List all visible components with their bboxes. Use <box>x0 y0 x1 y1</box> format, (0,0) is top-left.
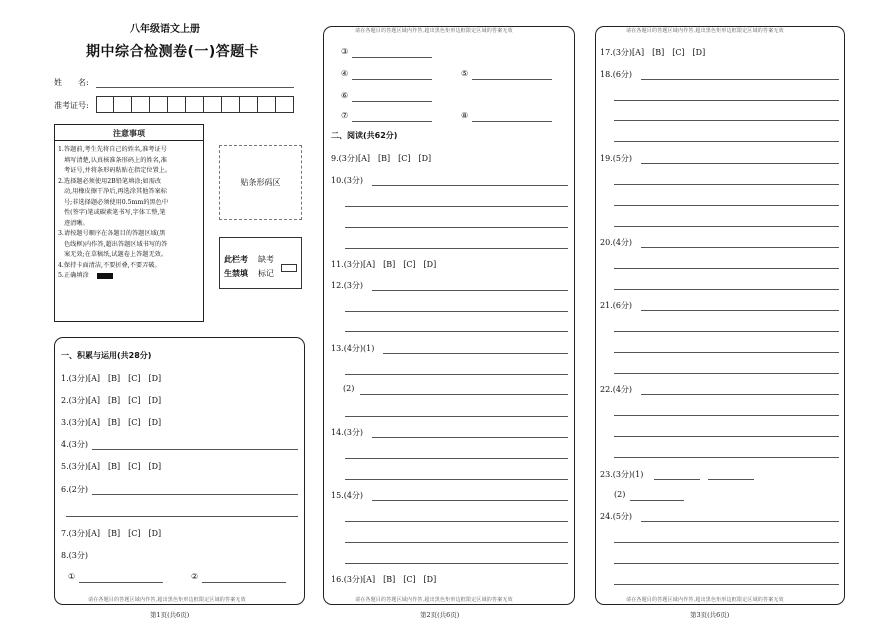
page-number-1: 第1页(共6页) <box>150 611 190 619</box>
absent-box <box>219 237 302 289</box>
answer-line[interactable] <box>79 582 163 583</box>
section-title-2: 二、阅读(共62分) <box>331 131 398 140</box>
answer-line[interactable] <box>345 458 568 459</box>
answer-line[interactable] <box>345 248 568 249</box>
answer-line[interactable] <box>472 79 552 80</box>
answer-line[interactable] <box>641 394 839 395</box>
answer-line[interactable] <box>614 100 839 101</box>
page-number-3: 第3页(共6页) <box>690 611 730 619</box>
answer-line[interactable] <box>654 479 700 480</box>
notice-line: 案无效;在草稿纸,试题卷上答题无效。 <box>64 251 168 258</box>
answer-line[interactable] <box>92 494 298 495</box>
notice-box <box>54 124 204 322</box>
page-title: 期中综合检测卷(一)答题卡 <box>86 44 260 60</box>
question-8-blank-1-label: ① <box>68 572 76 581</box>
answer-panel-2 <box>323 26 575 605</box>
subject-label: 八年级语文上册 <box>130 24 200 35</box>
question-1-options[interactable]: 1.(3分)[A] [B] [C] [D] <box>61 374 162 383</box>
question-2-options[interactable]: 2.(3分)[A] [B] [C] [D] <box>61 396 162 405</box>
question-5-options[interactable]: 5.(3分)[A] [B] [C] [D] <box>61 462 162 471</box>
answer-line[interactable] <box>614 415 839 416</box>
answer-line[interactable] <box>352 57 432 58</box>
answer-line[interactable] <box>345 416 568 417</box>
notice-line <box>58 271 204 282</box>
answer-line[interactable] <box>472 121 552 122</box>
answer-line[interactable] <box>614 120 839 121</box>
question-6-label: 6.(2分) <box>61 485 88 494</box>
absent-mark-label-1: 缺考 <box>258 255 274 264</box>
question-20-label: 20.(4分) <box>600 238 633 247</box>
blank-8-label: ⑧ <box>461 111 469 120</box>
blank-5-label: ⑤ <box>461 69 469 78</box>
notice-line: 填写清楚,认真核准条形码上的姓名,准 <box>64 156 167 164</box>
answer-line[interactable] <box>352 101 432 102</box>
answer-line[interactable] <box>641 79 839 80</box>
answer-line[interactable] <box>614 141 839 142</box>
absent-mark-box[interactable] <box>281 264 297 272</box>
name-field[interactable] <box>96 87 294 88</box>
answer-line[interactable] <box>614 184 839 185</box>
question-9-options[interactable]: 9.(3分)[A] [B] [C] [D] <box>331 154 432 163</box>
question-21-label: 21.(6分) <box>600 301 633 310</box>
question-24-label: 24.(5分) <box>600 512 633 521</box>
answer-line[interactable] <box>614 373 839 374</box>
answer-panel-3 <box>595 26 845 605</box>
notice-line: 3.请按题号顺序在各题目的答题区域(黑 <box>58 230 166 237</box>
answer-line[interactable] <box>614 542 839 543</box>
answer-line[interactable] <box>345 479 568 480</box>
answer-line[interactable] <box>614 331 839 332</box>
question-23-label: 23.(3分)(1) <box>600 470 644 479</box>
notice-line: 4.保持卡面清洁,不要折叠,不要弄破。 <box>58 261 161 269</box>
question-11-options[interactable]: 11.(3分)[A] [B] [C] [D] <box>331 260 437 269</box>
notice-line: 色线框)内作答,超出答题区域书写的答 <box>64 240 168 248</box>
question-22-label: 22.(4分) <box>600 385 633 394</box>
answer-line[interactable] <box>345 227 568 228</box>
answer-line[interactable] <box>614 226 839 227</box>
answer-line[interactable] <box>345 311 568 312</box>
question-8-label: 8.(3分) <box>61 551 88 560</box>
answer-line[interactable] <box>630 500 684 501</box>
answer-line[interactable] <box>641 163 839 164</box>
notice-title: 注意事项 <box>113 129 145 138</box>
question-12-label: 12.(3分) <box>331 281 364 290</box>
answer-line[interactable] <box>372 437 568 438</box>
answer-line[interactable] <box>345 374 568 375</box>
answer-line[interactable] <box>66 516 298 517</box>
question-10-label: 10.(3分) <box>331 176 364 185</box>
notice-line: 动,用橡皮擦干净后,再选涂其他答案标 <box>64 188 167 195</box>
answer-line[interactable] <box>614 352 839 353</box>
question-23-part-2-label: (2) <box>614 490 626 499</box>
answer-line[interactable] <box>345 206 568 207</box>
answer-line[interactable] <box>614 563 839 564</box>
question-4-label: 4.(3分) <box>61 440 88 449</box>
blank-7-label: ⑦ <box>341 111 349 120</box>
blank-4-label: ④ <box>341 69 349 78</box>
answer-line[interactable] <box>372 290 568 291</box>
question-13-part-2-label: (2) <box>343 384 355 393</box>
page-number-2: 第2页(共6页) <box>420 611 460 619</box>
answer-line[interactable] <box>345 331 568 332</box>
answer-line[interactable] <box>360 394 568 395</box>
notice-line: 2.选择题必须使用2B铅笔填涂;如需改 <box>58 177 162 185</box>
blank-6-label: ⑥ <box>341 91 349 100</box>
notice-line: 迹清晰。 <box>64 219 89 227</box>
notice-line: 考证号,并将条形码粘贴在指定位置上。 <box>64 167 172 174</box>
answer-line[interactable] <box>641 247 839 248</box>
section-title-1: 一、积累与运用(共28分) <box>61 351 152 360</box>
answer-line[interactable] <box>352 121 432 122</box>
boundary-note-top: 请在各题目的答题区域内作答,超出黑色矩形边框限定区域的答案无效 <box>626 28 784 34</box>
answer-line[interactable] <box>614 436 839 437</box>
question-16-options[interactable]: 16.(3分)[A] [B] [C] [D] <box>331 575 437 584</box>
notice-line-text: 5.正确填涂 <box>58 272 89 279</box>
filled-sample-mark <box>97 273 113 279</box>
absent-restricted-1: 此栏考 <box>224 255 248 264</box>
barcode-label: 贴条形码区 <box>240 178 281 187</box>
answer-line[interactable] <box>641 310 839 311</box>
absent-restricted-2: 生禁填 <box>224 269 248 278</box>
answer-line[interactable] <box>614 457 839 458</box>
question-19-label: 19.(5分) <box>600 154 633 163</box>
answer-line[interactable] <box>345 563 568 564</box>
answer-line[interactable] <box>614 584 839 585</box>
answer-line[interactable] <box>202 582 286 583</box>
boundary-note-bottom: 请在各题目的答题区域内作答,超出黑色矩形边框限定区域的答案无效 <box>626 597 784 603</box>
name-label: 姓 名: <box>54 78 89 87</box>
boundary-note-top: 请在各题目的答题区域内作答,超出黑色矩形边框限定区域的答案无效 <box>355 28 513 34</box>
answer-line[interactable] <box>372 185 568 186</box>
answer-line[interactable] <box>92 449 298 450</box>
answer-line[interactable] <box>372 500 568 501</box>
answer-line[interactable] <box>345 521 568 522</box>
absent-mark-label-2: 标记 <box>258 269 274 278</box>
notice-line: 性(签字)笔或碳素笔书写,字体工整,笔 <box>64 209 166 216</box>
exam-id-boxes[interactable] <box>96 96 294 113</box>
barcode-area <box>219 145 302 220</box>
answer-line[interactable] <box>708 479 754 480</box>
question-17-options[interactable]: 17.(3分)[A] [B] [C] [D] <box>600 48 706 57</box>
question-8-blank-2-label: ② <box>191 572 199 581</box>
answer-line[interactable] <box>352 79 432 80</box>
answer-line[interactable] <box>614 268 839 269</box>
question-14-label: 14.(3分) <box>331 428 364 437</box>
answer-line[interactable] <box>383 353 568 354</box>
question-13-label: 13.(4分)(1) <box>331 344 375 353</box>
notice-line: 号;非选择题必须使用0.5mm的黑色中 <box>64 198 169 206</box>
answer-line[interactable] <box>614 289 839 290</box>
question-18-label: 18.(6分) <box>600 70 633 79</box>
question-7-options[interactable]: 7.(3分)[A] [B] [C] [D] <box>61 529 162 538</box>
answer-line[interactable] <box>345 542 568 543</box>
answer-line[interactable] <box>641 521 839 522</box>
notice-list <box>58 145 204 282</box>
blank-3-label: ③ <box>341 47 349 56</box>
notice-line: 1.答题前,考生先将自己的姓名,准考证号 <box>58 146 167 153</box>
exam-id-label: 准考证号: <box>54 101 89 110</box>
question-3-options[interactable]: 3.(3分)[A] [B] [C] [D] <box>61 418 162 427</box>
question-15-label: 15.(4分) <box>331 491 364 500</box>
answer-line[interactable] <box>614 205 839 206</box>
boundary-note-bottom: 请在各题目的答题区域内作答,超出黑色矩形边框限定区域的答案无效 <box>88 597 246 603</box>
boundary-note-bottom: 请在各题目的答题区域内作答,超出黑色矩形边框限定区域的答案无效 <box>355 597 513 603</box>
